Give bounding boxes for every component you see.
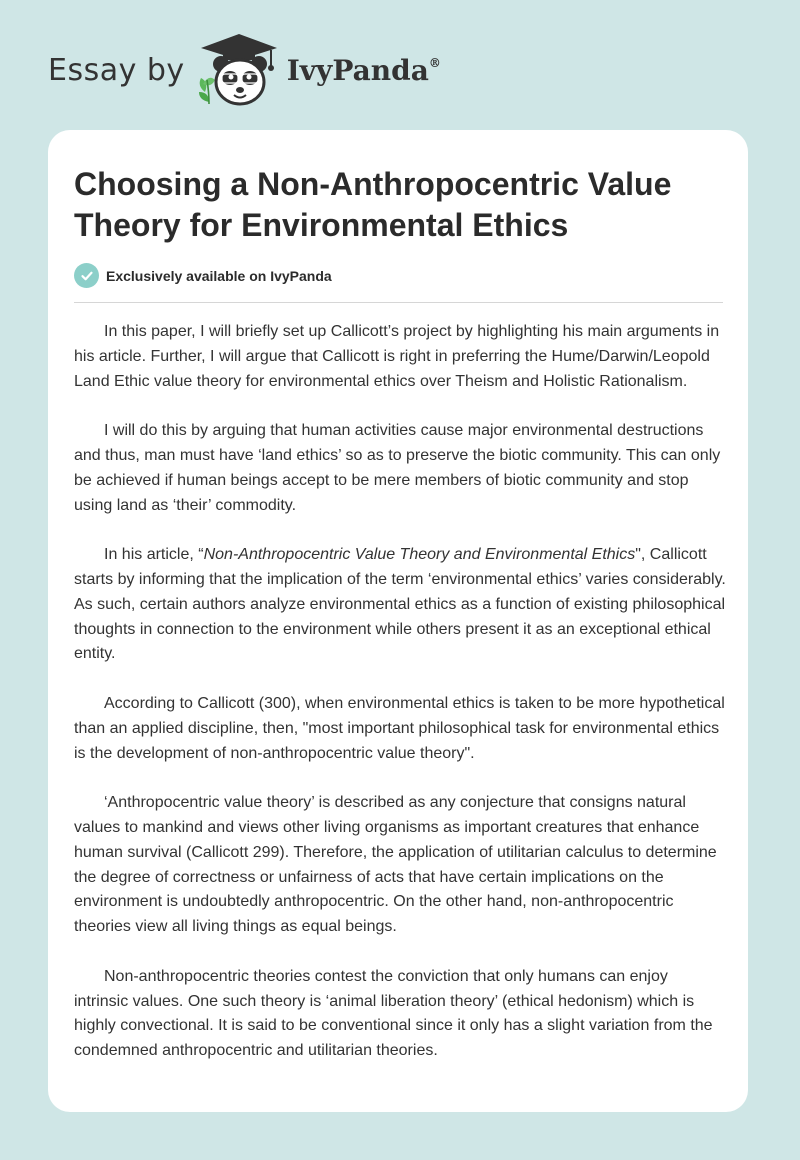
paragraph: According to Callicott (300), when environmental ethics is taken to be more hypothetical than an applied discipline, then, "most important philosophical task for environmental ethics is the development of non-anthropocentric value theory".: [74, 694, 725, 762]
check-circle-icon: [74, 263, 99, 288]
paragraph: In this paper, I will briefly set up Callicott’s project by highlighting his main arguments in his article. Further, I will argue that Callicott is right in preferring the Hume/Darwin/Leopold Land Ethic value theory for environmental ethics over Theism and Holistic Rationalism.: [74, 323, 720, 390]
paragraph-text: ", Callicott starts by informing that the implication of the term ‘environmental ethics’ varies considerably. As such, certain authors analyze environmental ethics as a function of existing philosophical thoughts in connection to the environment while others present it as an exceptional ethical entity.: [74, 546, 726, 663]
paragraph-text: In his article, “: [104, 546, 204, 564]
brand-name[interactable]: [287, 54, 441, 87]
paragraph: Non-anthropocentric theories contest the conviction that only humans can enjoy intrinsic values. One such theory is ‘animal liberation theory’ (ethical hedonism) which is highly convectional. It is said to be conventional since it only has a slight variation from the condemned anthropocentric and utilitarian theories.: [74, 967, 713, 1060]
exclusive-label: Exclusively available on IvyPanda: [106, 267, 332, 284]
paragraph: ‘Anthropocentric value theory’ is described as any conjecture that consigns natural values to mankind and views other living organisms as important creatures that enhance human survival (Callicott 299). Therefore, the application of utilitarian calculus to determine the degree of correctness or unfairness of acts that have certain implications on the environment is undoubtedly anthropocentric. On the other hand, non-anthropocentric theories view all living things as equal beings.: [74, 794, 717, 936]
exclusive-badge: [74, 263, 332, 288]
cited-article-title: Non-Anthropocentric Value Theory and Environmental Ethics: [203, 546, 636, 564]
brand-text: IvyPanda: [286, 53, 429, 87]
registered-mark: ®: [428, 55, 441, 70]
panda-logo-icon[interactable]: [193, 30, 285, 110]
ivy-leaf-icon: [199, 78, 215, 104]
essay-card: [48, 130, 748, 1112]
page-title: Choosing a Non-Anthropocentric Value Theory for Environmental Ethics: [74, 166, 672, 243]
article-body: [74, 320, 726, 1089]
paragraph: [74, 543, 726, 667]
paragraph: I will do this by arguing that human activities cause major environmental destructions and thus, man must have ‘land ethics’ so as to preserve the biotic community. This can only be achieved if human beings accept to be mere members of biotic community and stop using land as ‘their’ commodity.: [74, 422, 721, 514]
essay-by-label: Essay by: [48, 52, 185, 88]
divider: [74, 302, 723, 303]
site-header: [48, 30, 441, 110]
